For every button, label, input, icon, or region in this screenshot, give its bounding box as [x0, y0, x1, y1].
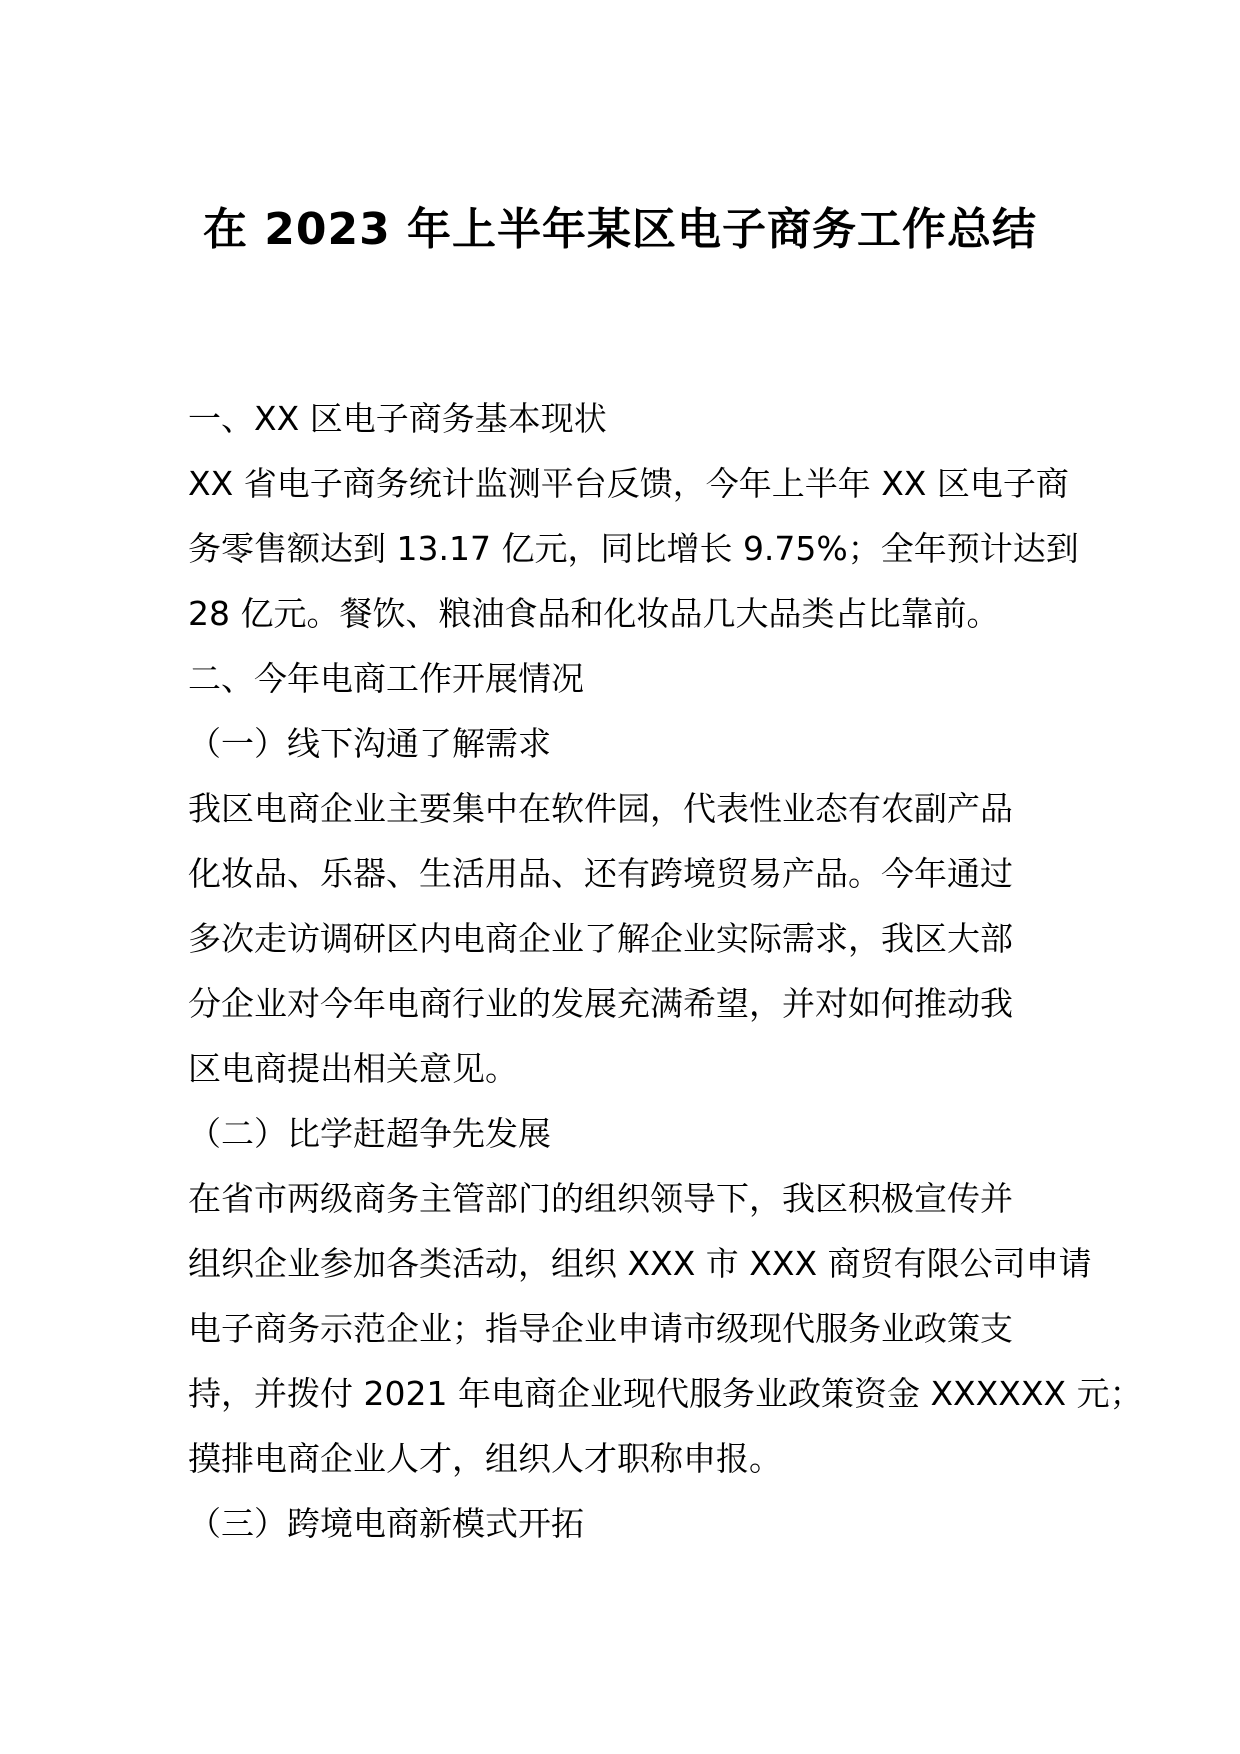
paragraph-line: 化妆品、乐器、生活用品、还有跨境贸易产品。今年通过 [188, 854, 1013, 893]
paragraph-line: 务零售额达到 13.17 亿元，同比增长 9.75%；全年预计达到 [188, 529, 1079, 568]
subsection-heading-3: （三）跨境电商新模式开拓 [188, 1504, 584, 1543]
paragraph-line: 我区电商企业主要集中在软件园，代表性业态有农副产品 [188, 789, 1013, 828]
section-heading-1: 一、XX 区电子商务基本现状 [188, 399, 607, 438]
paragraph-line: 电子商务示范企业；指导企业申请市级现代服务业政策支 [188, 1309, 1013, 1348]
section-heading-2: 二、今年电商工作开展情况 [188, 659, 584, 698]
paragraph-line: 组织企业参加各类活动，组织 XXX 市 XXX 商贸有限公司申请 [188, 1244, 1092, 1283]
paragraph-line: 28 亿元。餐饮、粮油食品和化妆品几大品类占比靠前。 [188, 594, 1000, 633]
paragraph-line: 分企业对今年电商行业的发展充满希望，并对如何推动我 [188, 984, 1013, 1023]
paragraph-line: 持，并拨付 2021 年电商企业现代服务业政策资金 XXXXXX 元； [188, 1374, 1143, 1413]
paragraph-line: XX 省电子商务统计监测平台反馈，今年上半年 XX 区电子商 [188, 464, 1069, 503]
paragraph-line: 多次走访调研区内电商企业了解企业实际需求，我区大部 [188, 919, 1013, 958]
paragraph-line: 在省市两级商务主管部门的组织领导下，我区积极宣传并 [188, 1179, 1013, 1218]
subsection-heading-2: （二）比学赶超争先发展 [188, 1114, 551, 1153]
paragraph-line: 摸排电商企业人才，组织人才职称申报。 [188, 1439, 782, 1478]
subsection-heading-1: （一）线下沟通了解需求 [188, 724, 551, 763]
document-body [188, 386, 1143, 1556]
document-title: 在 2023 年上半年某区电子商务工作总结 [202, 204, 1038, 255]
paragraph-line: 区电商提出相关意见。 [188, 1049, 518, 1088]
